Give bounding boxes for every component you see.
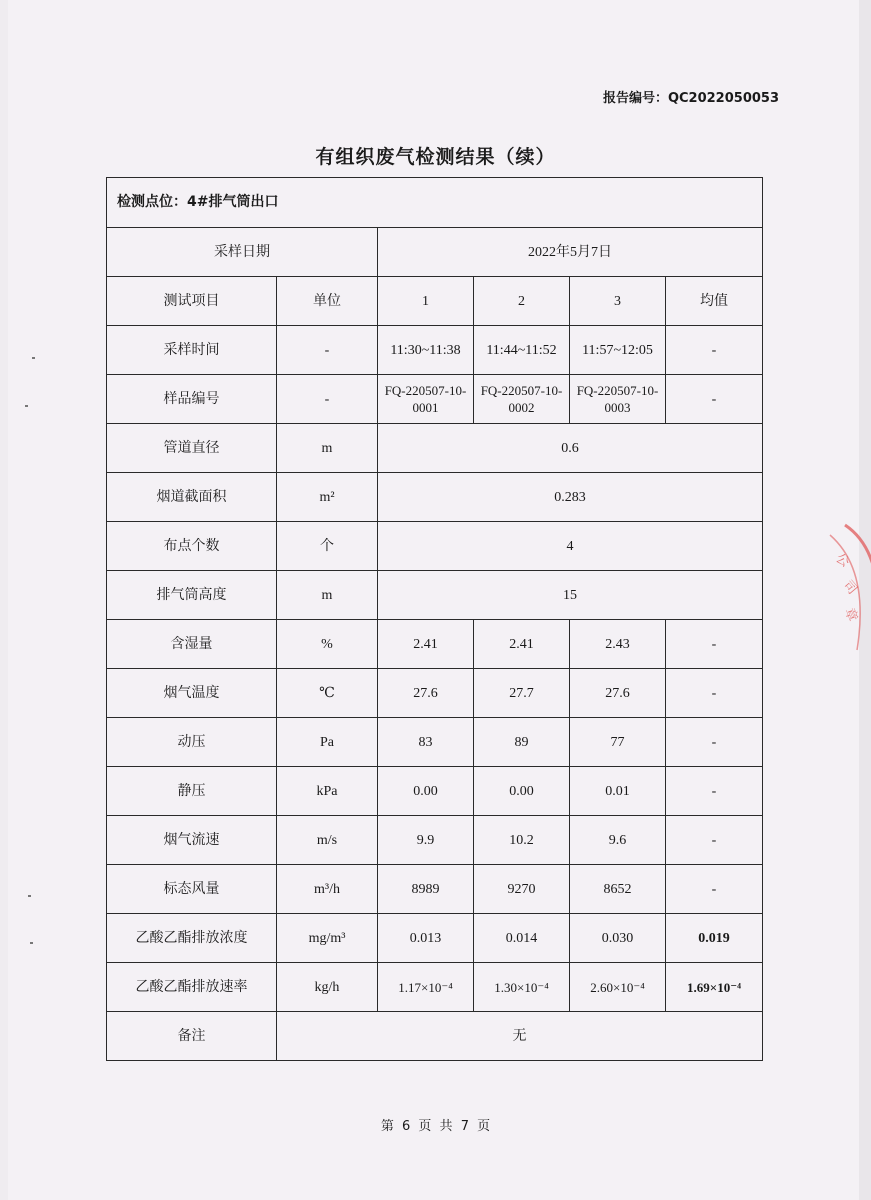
- row-value-3: 27.6: [570, 669, 666, 718]
- table-row: [107, 816, 763, 865]
- col-header-item: 测试项目: [107, 277, 277, 326]
- row-unit: mg/m³: [277, 914, 378, 963]
- table-row: [107, 767, 763, 816]
- row-value-3: 0.030: [570, 914, 666, 963]
- row-value-2: FQ-220507-10-0002: [474, 375, 570, 424]
- remark-row: [107, 1012, 763, 1061]
- row-merged-value: 4: [378, 522, 763, 571]
- row-unit: %: [277, 620, 378, 669]
- header-row: [107, 277, 763, 326]
- scan-speck: [32, 357, 35, 359]
- row-merged-value: 0.6: [378, 424, 763, 473]
- row-unit: ℃: [277, 669, 378, 718]
- row-item: 布点个数: [107, 522, 277, 571]
- remark-value: 无: [277, 1012, 763, 1061]
- row-value-2: 11:44~11:52: [474, 326, 570, 375]
- row-item: 烟道截面积: [107, 473, 277, 522]
- row-value-3: FQ-220507-10-0003: [570, 375, 666, 424]
- page-footer: 第 6 页 共 7 页: [380, 1119, 491, 1134]
- row-avg: 0.019: [666, 914, 763, 963]
- svg-text:司: 司: [840, 577, 861, 597]
- seal-stamp-fragment: [815, 515, 871, 665]
- row-item: 样品编号: [107, 375, 277, 424]
- col-header-unit: 单位: [277, 277, 378, 326]
- sampling-date-row: [107, 228, 763, 277]
- row-value-3: 77: [570, 718, 666, 767]
- row-value-1: FQ-220507-10-0001: [378, 375, 474, 424]
- table-row: [107, 669, 763, 718]
- table-row: [107, 963, 763, 1012]
- row-avg: -: [666, 865, 763, 914]
- location-row: [107, 178, 763, 228]
- row-value-2: 89: [474, 718, 570, 767]
- col-header-2: 2: [474, 277, 570, 326]
- row-avg: -: [666, 669, 763, 718]
- svg-text:公: 公: [833, 550, 853, 570]
- row-item: 排气筒高度: [107, 571, 277, 620]
- row-item: 静压: [107, 767, 277, 816]
- page-edge-left: [0, 0, 8, 1200]
- row-avg: -: [666, 816, 763, 865]
- row-value-1: 0.00: [378, 767, 474, 816]
- row-value-2: 10.2: [474, 816, 570, 865]
- row-item: 乙酸乙酯排放浓度: [107, 914, 277, 963]
- table-row: [107, 865, 763, 914]
- row-value-2: 0.014: [474, 914, 570, 963]
- row-item: 乙酸乙酯排放速率: [107, 963, 277, 1012]
- row-value-3: 2.43: [570, 620, 666, 669]
- col-header-avg: 均值: [666, 277, 763, 326]
- row-unit: m²: [277, 473, 378, 522]
- row-value-1: 11:30~11:38: [378, 326, 474, 375]
- table-row: [107, 522, 763, 571]
- remark-label: 备注: [107, 1012, 277, 1061]
- row-merged-value: 15: [378, 571, 763, 620]
- row-unit: -: [277, 375, 378, 424]
- row-avg: 1.69×10⁻⁴: [666, 963, 763, 1012]
- sampling-date-label: 采样日期: [107, 228, 378, 277]
- svg-text:章: 章: [842, 605, 861, 624]
- row-item: 烟气流速: [107, 816, 277, 865]
- table-row: [107, 620, 763, 669]
- row-item: 采样时间: [107, 326, 277, 375]
- table-row: [107, 375, 763, 424]
- scan-speck: [28, 895, 31, 897]
- row-value-1: 1.17×10⁻⁴: [378, 963, 474, 1012]
- row-value-1: 2.41: [378, 620, 474, 669]
- row-avg: -: [666, 718, 763, 767]
- sampling-date-value: 2022年5月7日: [378, 228, 763, 277]
- row-avg: -: [666, 767, 763, 816]
- row-unit: m: [277, 571, 378, 620]
- scan-speck: [25, 405, 28, 407]
- row-unit: kPa: [277, 767, 378, 816]
- row-value-1: 83: [378, 718, 474, 767]
- table-row: [107, 424, 763, 473]
- col-header-3: 3: [570, 277, 666, 326]
- col-header-1: 1: [378, 277, 474, 326]
- page-title: 有组织废气检测结果（续）: [315, 146, 556, 168]
- row-item: 动压: [107, 718, 277, 767]
- table-row: [107, 571, 763, 620]
- row-value-3: 11:57~12:05: [570, 326, 666, 375]
- scan-speck: [30, 942, 33, 944]
- row-avg: -: [666, 375, 763, 424]
- table-row: [107, 914, 763, 963]
- table-row: [107, 473, 763, 522]
- row-item: 标态风量: [107, 865, 277, 914]
- row-merged-value: 0.283: [378, 473, 763, 522]
- row-value-3: 8652: [570, 865, 666, 914]
- row-item: 烟气温度: [107, 669, 277, 718]
- row-unit: m: [277, 424, 378, 473]
- row-avg: -: [666, 620, 763, 669]
- row-unit: Pa: [277, 718, 378, 767]
- row-unit: m³/h: [277, 865, 378, 914]
- report-number: 报告编号：QC2022050053: [602, 91, 779, 106]
- row-unit: 个: [277, 522, 378, 571]
- row-item: 管道直径: [107, 424, 277, 473]
- row-value-3: 2.60×10⁻⁴: [570, 963, 666, 1012]
- location-cell: 检测点位：4#排气筒出口: [107, 178, 763, 228]
- row-value-1: 9.9: [378, 816, 474, 865]
- row-unit: kg/h: [277, 963, 378, 1012]
- row-value-1: 27.6: [378, 669, 474, 718]
- row-value-2: 2.41: [474, 620, 570, 669]
- row-item: 含湿量: [107, 620, 277, 669]
- row-value-1: 8989: [378, 865, 474, 914]
- row-value-1: 0.013: [378, 914, 474, 963]
- row-unit: m/s: [277, 816, 378, 865]
- row-value-3: 0.01: [570, 767, 666, 816]
- row-avg: -: [666, 326, 763, 375]
- row-value-2: 9270: [474, 865, 570, 914]
- results-table: [106, 177, 763, 1061]
- table-row: [107, 718, 763, 767]
- table-row: [107, 326, 763, 375]
- row-value-3: 9.6: [570, 816, 666, 865]
- row-value-2: 27.7: [474, 669, 570, 718]
- row-value-2: 1.30×10⁻⁴: [474, 963, 570, 1012]
- row-value-2: 0.00: [474, 767, 570, 816]
- row-unit: -: [277, 326, 378, 375]
